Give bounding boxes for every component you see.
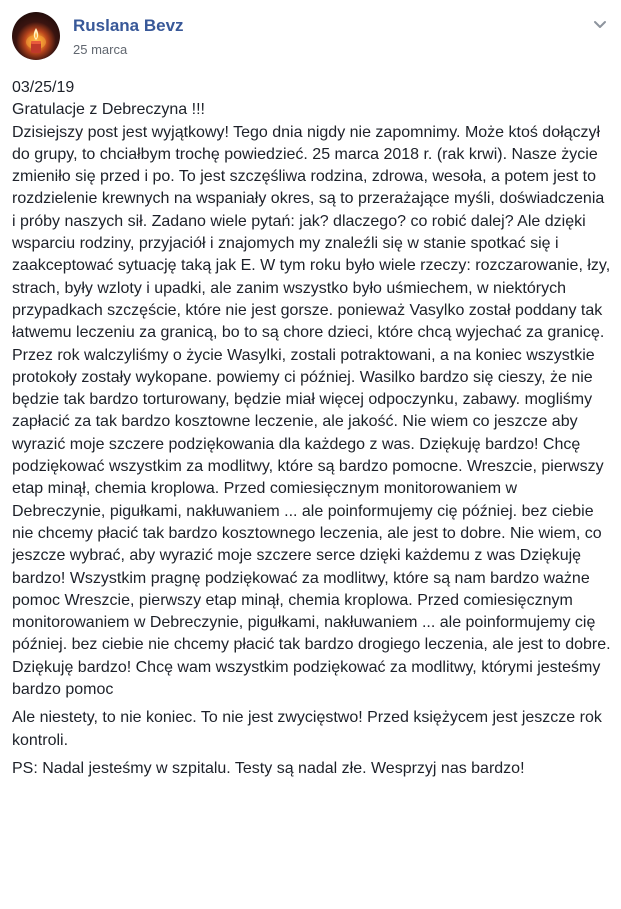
post-date: 03/25/19 bbox=[12, 79, 75, 96]
post-paragraph: PS: Nadal jesteśmy w szpitalu. Testy są nadal złe. Wesprzyj nas bardzo! bbox=[12, 759, 525, 777]
post-options-button[interactable] bbox=[590, 14, 610, 34]
author-avatar[interactable] bbox=[12, 12, 60, 60]
author-name[interactable]: Ruslana Bevz bbox=[73, 16, 184, 35]
post-greeting: Gratulacje z Debreczyna !!! bbox=[12, 101, 205, 119]
post-paragraph: Ale niestety, to nie koniec. To nie jest zwycięstwo! Przed księżycem jest jeszcze rok kontroli. bbox=[12, 709, 602, 749]
post-paragraph: Dzisiejszy post jest wyjątkowy! Tego dnia nigdy nie zapomnimy. Może ktoś dołączył do grupy, to chciałbym trochę powiedzieć. 25 marca 2018 r. (rak krwi). Nasze życie zmieniło się przed i po. To jest szczęśliwa rodzina, zdrowa, wesoła, a potem jest to rozdzielenie krewnych na wspaniały okres, są to przerażające myśli, doświadczenia i próby naszych sił. Zadano wiele pytań: jak? dlaczego? co robić dalej? Ale dzięki wsparciu rodziny, przyjaciół i znajomych my znaleźli się w stanie spotkać się i zaakceptować sytuację taką jak E. W tym roku było wiele rzeczy: rozczarowanie, łzy, strach, były wzloty i upadki, ale zanim wszystko było uśmiechem, w niektórych przypadkach szczęście, które nie jest gorsze. ponieważ Vasylko został poddany tak łatwemu leczeniu za granicą, bo to są chore dzieci, które chcą wyjechać za granicę. Przez rok walczyliśmy o życie Wasylki, zostali potraktowani, a na koniec wszystkie protokoły zostały wykopane. powiemy ci później. Wasilko bardzo się cieszy, że nie będzie tak bardzo torturowany, będzie miał więcej odpoczynku, zabawy. mogliśmy zapłacić za tak bardzo kosztowne leczenie, ale jakość. Nie wiem co jeszcze aby wyrazić moje szczere podziękowania dla każdego z was. Dziękuję bardzo! Chcę podziękować wszystkim za modlitwy, które są bardzo pomocne. Wreszcie, pierwszy etap minął, chemia kroplowa. Przed comiesięcznym monitorowaniem w Debreczynie, pigułkami, nakłuwaniem ... ale poinformujemy cię później. bez ciebie nie chcemy płacić tak bardzo kosztownego leczenia, ale jest to dobre. Nie wiem, co jeszcze wybrać, aby wyrazić moje szczere serce dzięki każdemu z was Dziękuję bardzo! Wszystkim pragnę podziękować za modlitwy, które są nam bardzo ważne pomoc Wreszcie, pierwszy etap minął, chemia kroplowa. Przed comiesięcznym monitorowaniem w Debreczynie, pigułkami, nakłuwaniem ... ale poinformujemy cię później. bez ciebie nie chcemy płacić tak bardzo drogiego leczenia, ale jest to dobre. Dziękuję bardzo! Chcę wam wszystkim podziękować za modlitwy, którymi jesteśmy bardzo pomoc bbox=[12, 123, 611, 699]
post-timestamp[interactable]: 25 marca bbox=[73, 42, 128, 57]
chevron-down-icon bbox=[590, 14, 610, 34]
candle-icon bbox=[12, 12, 60, 60]
post-body bbox=[12, 77, 612, 780]
